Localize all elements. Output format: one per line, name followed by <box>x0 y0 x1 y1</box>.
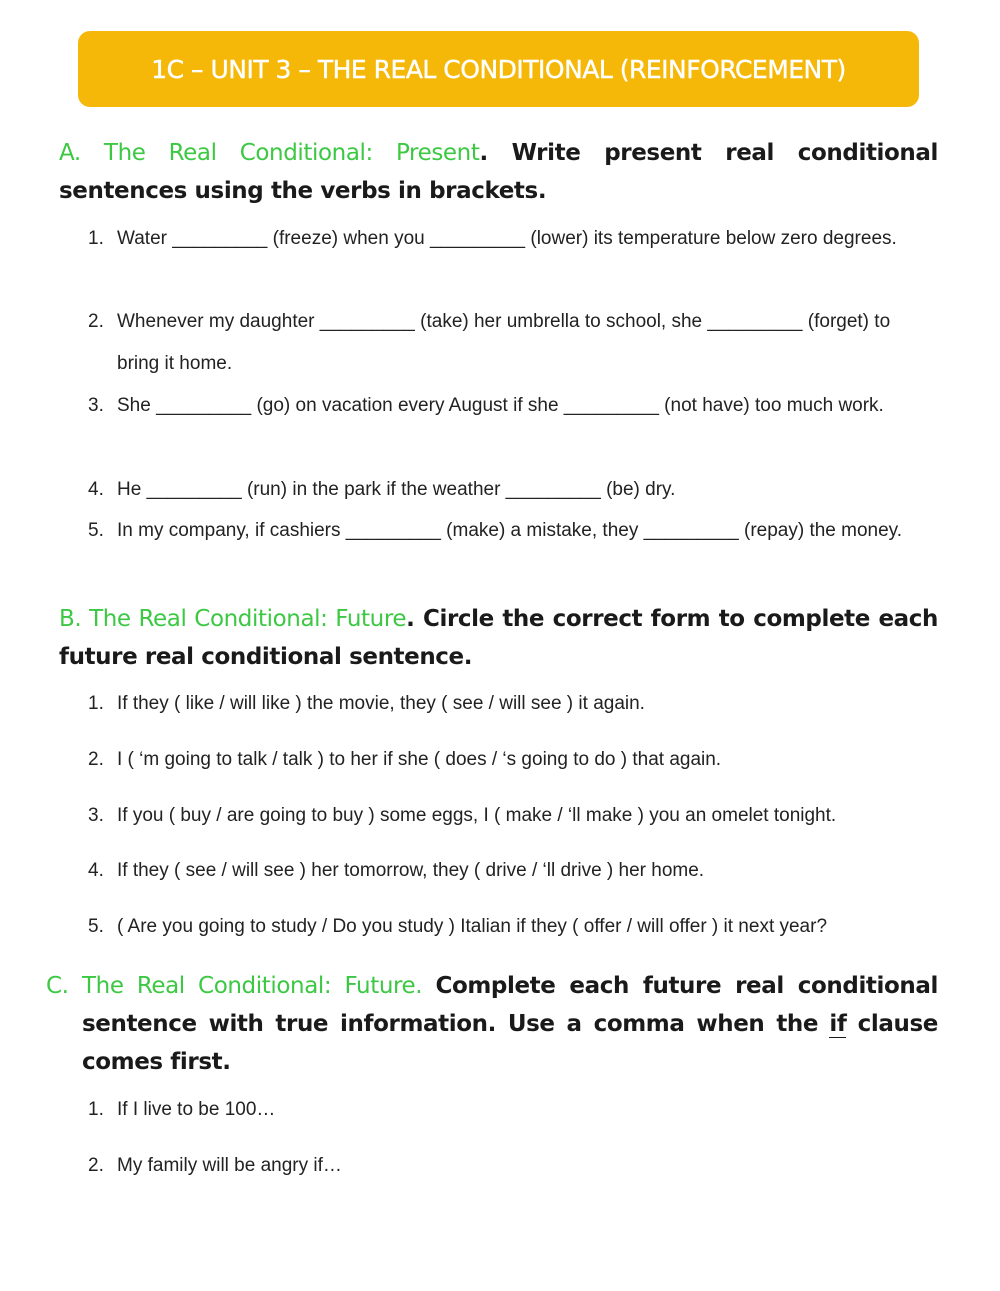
item-text: He _________ (run) in the park if the weather _________ (be) dry. <box>117 479 676 500</box>
item-text: If I live to be 100… <box>117 1099 276 1120</box>
item-text: Whenever my daughter _________ (take) her umbrella to school, she _________ (forget) to bring it home. <box>117 311 891 374</box>
item-number: 3. <box>88 395 104 416</box>
item-text: She _________ (go) on vacation every August if she _________ (not have) too much work. <box>117 395 884 416</box>
section-c-item <box>88 1089 928 1131</box>
item-text: My family will be angry if… <box>117 1155 342 1176</box>
item-number: 2. <box>88 1155 104 1176</box>
section-b-instruction: . Circle the correct form to complete each future real conditional sentence. <box>59 606 938 670</box>
item-text: Water _________ (freeze) when you _________ (lower) its temperature below zero degrees. <box>117 228 897 249</box>
item-text: If they ( see / will see ) her tomorrow, they ( drive / ‘ll drive ) her home. <box>117 860 705 881</box>
section-b-item <box>88 795 928 837</box>
item-text: If they ( like / will like ) the movie, they ( see / will see ) it again. <box>117 693 645 714</box>
item-number: 5. <box>88 916 104 937</box>
item-text: ( Are you going to study / Do you study ) Italian if they ( offer / will offer ) it next year? <box>117 916 828 937</box>
section-c-letter <box>46 967 82 1005</box>
section-b-item <box>88 906 928 948</box>
item-text: In my company, if cashiers _________ (make) a mistake, they _________ (repay) the money. <box>117 520 903 541</box>
section-a-instruction: . Write present real conditional sentences using the verbs in brackets. <box>59 140 939 204</box>
item-number: 3. <box>88 805 104 826</box>
item-number: 4. <box>88 860 104 881</box>
section-a-item <box>88 385 928 427</box>
section-c-instruction-if: if <box>829 1011 847 1037</box>
section-a-item <box>88 218 928 260</box>
section-c-heading <box>82 967 938 1081</box>
section-b-label: B. The Real Conditional: Future <box>59 606 407 632</box>
item-number: 2. <box>88 311 104 332</box>
item-text: If you ( buy / are going to buy ) some eggs, I ( make / ‘ll make ) you an omelet tonight. <box>117 805 837 826</box>
section-b-item <box>88 739 928 781</box>
section-a-label: A. The Real Conditional: Present <box>59 140 480 166</box>
item-number: 2. <box>88 749 104 770</box>
section-b-item <box>88 850 928 892</box>
section-a-item <box>88 510 928 552</box>
worksheet-title: 1C – UNIT 3 – THE REAL CONDITIONAL (REINFORCEMENT) <box>151 54 846 84</box>
section-c-instruction: Complete each future real conditional sentence with true information. Use a comma when the <box>82 973 938 1037</box>
section-a-heading <box>59 134 938 210</box>
item-number: 5. <box>88 520 104 541</box>
section-c-letter-text: C. <box>46 973 69 999</box>
item-number: 4. <box>88 479 104 500</box>
item-number: 1. <box>88 228 104 249</box>
item-number: 1. <box>88 693 104 714</box>
section-c-item <box>88 1145 928 1187</box>
title-banner <box>78 31 919 107</box>
section-b-item <box>88 683 928 725</box>
section-b-heading <box>59 600 938 676</box>
section-a-item <box>88 469 928 511</box>
section-a-item <box>88 301 928 385</box>
item-text: I ( ‘m going to talk / talk ) to her if she ( does / ‘s going to do ) that again. <box>117 749 722 770</box>
section-c-label: The Real Conditional: Future. <box>82 973 423 999</box>
item-number: 1. <box>88 1099 104 1120</box>
section-c-instruction-end: clause comes first. <box>82 1011 938 1075</box>
